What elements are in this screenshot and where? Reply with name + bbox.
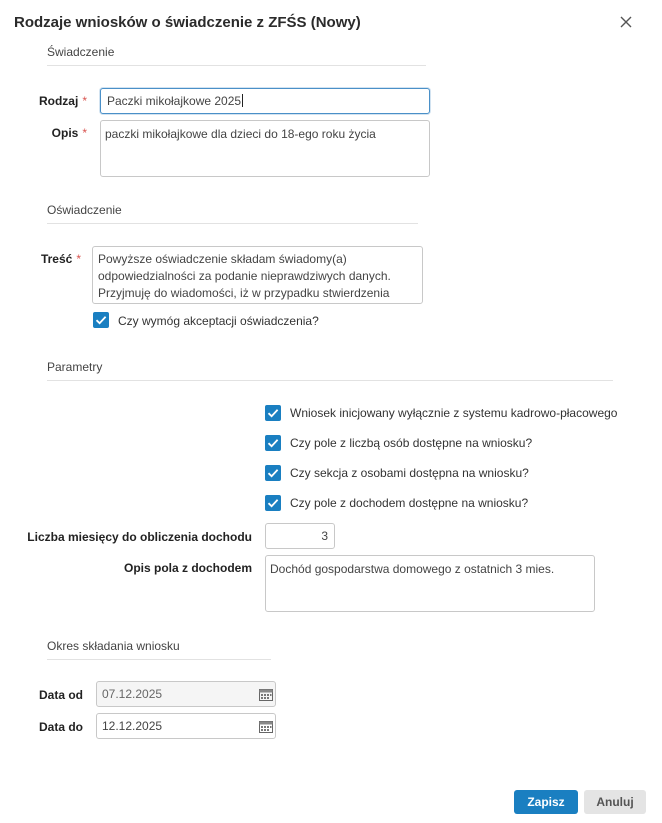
check-icon — [93, 312, 109, 328]
date-from-label: Data od — [38, 688, 83, 702]
section-divider — [47, 223, 418, 224]
option-checkbox-hr-system[interactable] — [265, 405, 281, 421]
option-checkbox-persons-count[interactable] — [265, 435, 281, 451]
section-title-benefit: Świadczenie — [47, 45, 115, 59]
months-input[interactable]: 3 — [265, 523, 335, 549]
require-acceptance-checkbox[interactable] — [93, 312, 109, 328]
require-acceptance-label: Czy wymóg akceptacji oświadczenia? — [118, 314, 319, 328]
section-title-parameters: Parametry — [47, 360, 103, 374]
check-icon — [265, 405, 281, 421]
description-label: Opis * — [51, 126, 87, 140]
section-title-statement: Oświadczenie — [47, 203, 122, 217]
check-icon — [265, 495, 281, 511]
content-label: Treść * — [40, 252, 81, 266]
option-checkbox-persons-section[interactable] — [265, 465, 281, 481]
type-label: Rodzaj * — [38, 94, 87, 108]
income-description-textarea[interactable]: Dochód gospodarstwa domowego z ostatnich 3 mies. — [265, 555, 595, 612]
date-from-input[interactable] — [96, 681, 276, 707]
option-label-income-field: Czy pole z dochodem dostępne na wniosku? — [290, 496, 529, 510]
dialog-title: Rodzaje wniosków o świadczenie z ZFŚS (Nowy) — [14, 14, 361, 31]
text-caret — [242, 94, 243, 107]
section-divider — [47, 380, 613, 381]
option-label-hr-system: Wniosek inicjowany wyłącznie z systemu kadrowo-płacowego — [290, 406, 618, 420]
date-to-label: Data do — [38, 720, 83, 734]
statement-content-textarea[interactable]: Powyższe oświadczenie składam świadomy(a) odpowiedzialności za podanie nieprawdziwych danych. Przyjmuję do wiadomości, iż w przypadku stwierdzenia — [92, 246, 423, 304]
date-to-value: 12.12.2025 — [102, 719, 163, 733]
section-title-period: Okres składania wniosku — [47, 639, 180, 653]
save-button[interactable]: Zapisz — [514, 790, 578, 814]
date-from-value: 07.12.2025 — [102, 687, 163, 701]
months-label: Liczba miesięcy do obliczenia dochodu — [27, 530, 252, 544]
date-to-input[interactable] — [96, 713, 276, 739]
option-label-persons-section: Czy sekcja z osobami dostępna na wniosku? — [290, 466, 529, 480]
section-divider — [47, 659, 271, 660]
type-input-value: Paczki mikołajkowe 2025 — [107, 94, 242, 108]
option-checkbox-income-field[interactable] — [265, 495, 281, 511]
required-mark: * — [82, 126, 87, 140]
check-icon — [265, 465, 281, 481]
check-icon — [265, 435, 281, 451]
section-divider — [47, 65, 426, 66]
description-textarea[interactable]: paczki mikołajkowe dla dzieci do 18-ego roku życia — [100, 120, 430, 177]
option-label-persons-count: Czy pole z liczbą osób dostępne na wniosku? — [290, 436, 533, 450]
income-description-label: Opis pola z dochodem — [123, 561, 252, 575]
calendar-icon[interactable] — [259, 688, 273, 700]
close-icon[interactable] — [617, 13, 635, 31]
required-mark: * — [76, 252, 81, 266]
required-mark: * — [82, 94, 87, 108]
type-input[interactable] — [100, 88, 430, 114]
calendar-icon[interactable] — [259, 720, 273, 732]
cancel-button[interactable]: Anuluj — [584, 790, 646, 814]
